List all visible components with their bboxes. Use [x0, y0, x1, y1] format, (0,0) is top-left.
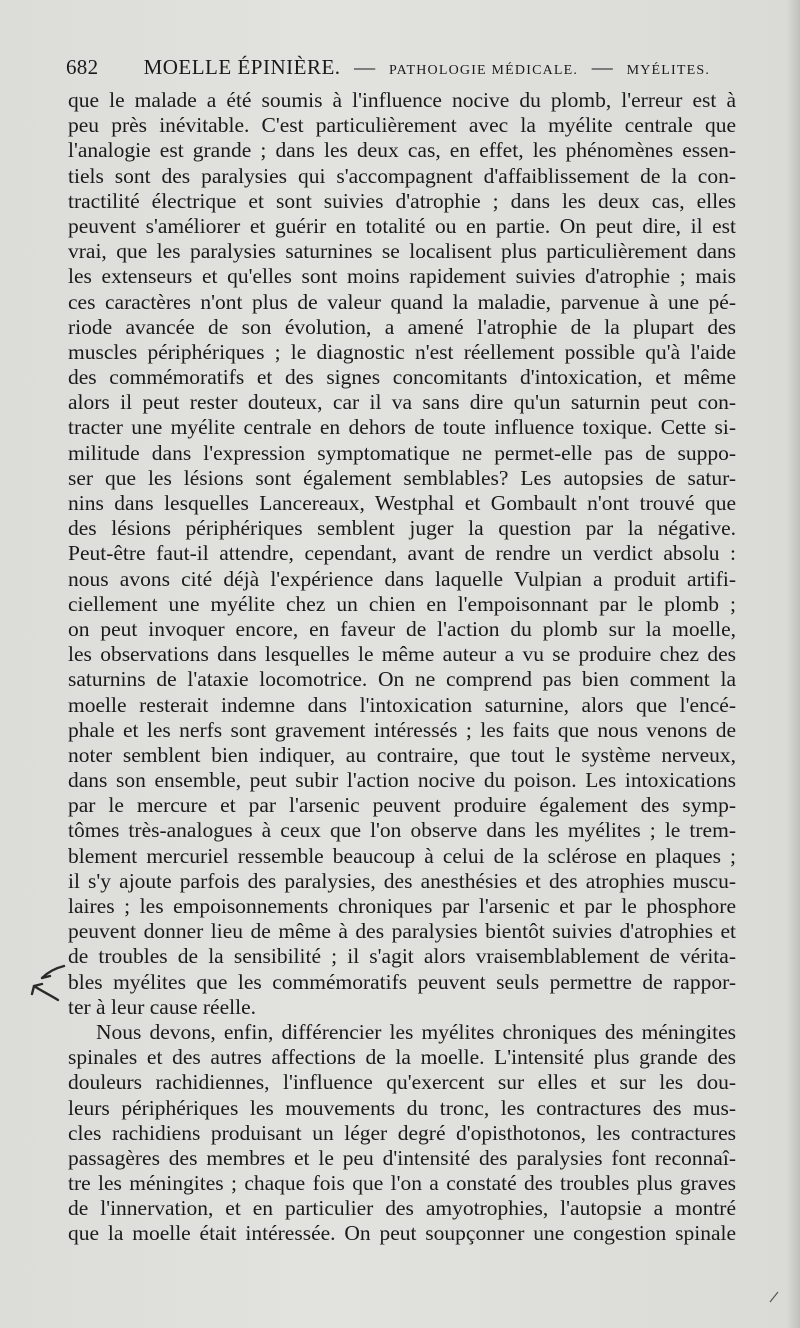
text-line: bles myélites que les commémoratifs peuvent seuls permettre de rappor-: [68, 969, 736, 994]
text-line: saturnins de l'ataxie locomotrice. On ne comprend pas bien comment la: [68, 667, 736, 692]
body-text: [68, 88, 736, 1247]
text-line: par le mercure et par l'arsenic peuvent produire également des symp-: [68, 793, 736, 818]
text-line: douleurs rachidiennes, l'influence qu'exercent sur elles et sur les dou-: [68, 1070, 736, 1095]
text-line: des commémoratifs et des signes concomitants d'intoxication, et même: [68, 365, 736, 390]
text-line: peuvent s'améliorer et guérir en totalité ou en partie. On peut dire, il est: [68, 213, 736, 238]
text-line: ciellement une myélite chez un chien en l'empoisonnant par le plomb ;: [68, 591, 736, 616]
text-line: vrai, que les paralysies saturnines se localisent plus particulièrement dans: [68, 239, 736, 264]
text-line: dans son ensemble, peut subir l'action nocive du poison. Les intoxications: [68, 768, 736, 793]
header-separator: —: [354, 55, 376, 79]
text-line: Nous devons, enfin, différencier les myélites chroniques des méningites: [96, 1019, 736, 1044]
text-line: noter semblent bien indiquer, au contraire, que tout le système nerveux,: [68, 742, 736, 767]
handwritten-margin-mark: [28, 962, 68, 1006]
text-line: ces caractères n'ont plus de valeur quand la maladie, parvenue à une pé-: [68, 289, 736, 314]
running-section: PATHOLOGIE MÉDICALE.: [388, 63, 579, 78]
text-line: moelle resterait indemne dans l'intoxication saturnine, alors que l'encé-: [68, 692, 736, 717]
text-line: de troubles de la sensibilité ; il s'agit alors vraisemblablement de vérita-: [68, 944, 736, 969]
text-line: ter à leur cause réelle.: [68, 994, 256, 1019]
text-line: leurs périphériques les mouvements du tronc, les contractures des mus-: [68, 1095, 736, 1120]
text-line: que le malade a été soumis à l'influence nocive du plomb, l'erreur est à: [68, 88, 736, 112]
text-line: nous avons cité déjà l'expérience dans laquelle Vulpian a produit artifi-: [68, 566, 736, 591]
text-line: ser que les lésions sont également semblables? Les autopsies de satur-: [68, 465, 736, 490]
text-line: nins dans lesquelles Lancereaux, Westphal et Gombault n'ont trouvé que: [68, 491, 736, 515]
running-subsection: MYÉLITES.: [626, 63, 711, 78]
text-line: les observations dans lesquelles le même auteur a vu se produire chez des: [68, 642, 736, 667]
text-line: phale et les nerfs sont gravement intéressés ; les faits que nous venons de: [68, 717, 736, 742]
text-line: tômes très-analogues à ceux que l'on observe dans les myélites ; le trem-: [68, 818, 736, 843]
running-title: MOELLE ÉPINIÈRE.: [143, 55, 341, 79]
text-line: cles rachidiens produisant un léger degré d'opisthotonos, les contractures: [68, 1120, 736, 1145]
text-line: riode avancée de son évolution, a amené l'atrophie de la plupart des: [68, 314, 736, 339]
text-line: tractilité électrique et sont suivies d'atrophie ; dans les deux cas, elles: [68, 188, 736, 213]
text-line: on peut invoquer encore, en faveur de l'action du plomb sur la moelle,: [68, 616, 736, 641]
text-line: tracter une myélite centrale en dehors de toute influence toxique. Cette si-: [68, 415, 736, 440]
text-line: il s'y ajoute parfois des paralysies, des anesthésies et des atrophies muscu-: [68, 868, 736, 893]
text-line: que la moelle était intéressée. On peut soupçonner une congestion spinale: [68, 1221, 736, 1246]
text-line: les extenseurs et qu'elles sont moins rapidement suivies d'atrophie ; mais: [68, 264, 736, 289]
text-line: passagères des membres et le peu d'intensité des paralysies font reconnaî-: [68, 1145, 736, 1170]
page-edge-shadow: [786, 0, 800, 1328]
text-line: l'analogie est grande ; dans les deux cas, en effet, les phénomènes essen-: [68, 138, 736, 163]
page-number: 682: [66, 55, 99, 79]
text-line: Peut-être faut-il attendre, cependant, avant de rendre un verdict absolu :: [68, 541, 736, 566]
text-line: militude dans l'expression symptomatique ne permet-elle pas de suppo-: [68, 440, 736, 465]
text-line: laires ; les empoisonnements chroniques par l'arsenic et par le phosphore: [68, 894, 736, 918]
text-line: spinales et des autres affections de la moelle. L'intensité plus grande des: [68, 1045, 736, 1070]
stray-ink-mark: [768, 1290, 782, 1304]
text-line: alors il peut rester douteux, car il va sans dire qu'un saturnin peut con-: [68, 390, 736, 415]
text-line: peu près inévitable. C'est particulièrement avec la myélite centrale que: [68, 113, 736, 138]
text-line: de l'innervation, et en particulier des amyotrophies, l'autopsie a montré: [68, 1196, 736, 1221]
text-line: tiels sont des paralysies qui s'accompagnent d'affaiblissement de la con-: [68, 163, 736, 188]
text-line: des lésions périphériques semblent juger la question par la négative.: [68, 516, 736, 541]
text-line: blement mercuriel ressemble beaucoup à celui de la sclérose en plaques ;: [68, 843, 736, 868]
text-line: peuvent donner lieu de même à des paralysies bientôt suivies d'atrophies et: [68, 919, 736, 944]
header-separator: —: [591, 55, 614, 79]
text-line: muscles périphériques ; le diagnostic n'est réellement possible qu'à l'aide: [68, 339, 736, 364]
running-header: [66, 52, 756, 82]
text-line: tre les méningites ; chaque fois que l'on a constaté des troubles plus graves: [68, 1171, 736, 1196]
